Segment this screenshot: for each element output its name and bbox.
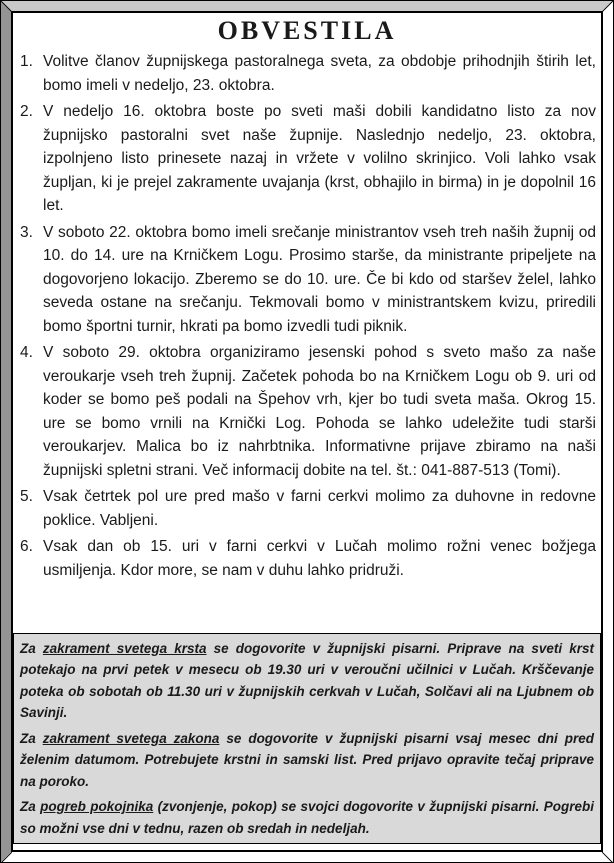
- page-title: OBVESTILA: [217, 16, 397, 45]
- item-number: 5.: [20, 488, 33, 505]
- announcement-item: [18, 221, 596, 339]
- info-text: se dogovorite v župnijski pisarni vsaj mesec dni pred želenim datumom. Potrebujete krstni in samski list. Pred prijavo opravite tečaj priprave na poroko.: [20, 730, 594, 789]
- bevel-border: [1, 1, 613, 862]
- info-prefix: Za: [20, 799, 41, 814]
- announcement-item: [18, 341, 596, 482]
- item-number: 2.: [20, 103, 33, 120]
- announcement-item: [18, 485, 596, 532]
- underlined-term-funeral: pogreb pokojnika: [40, 799, 154, 814]
- info-text: (zvonjenje, pokop) se svojci dogovorite v župnijski pisarni. Pogrebi so možni vse dni v tednu, razen ob sredah in nedeljah.: [20, 799, 594, 836]
- announcements-list: [18, 50, 596, 585]
- frame-miter-bottom-left: [1, 851, 12, 862]
- info-paragraph-baptism: [20, 638, 594, 724]
- bulletin-content: [11, 11, 603, 852]
- info-paragraph-marriage: [20, 728, 594, 793]
- frame-miter-top-right: [602, 0, 613, 11]
- item-number: 4.: [20, 344, 33, 361]
- frame-miter-bottom-right: [602, 851, 613, 862]
- item-text: Vsak četrtek pol ure pred mašo v farni cerkvi molimo za duhovne in redovne poklice. Vabljeni.: [43, 488, 596, 529]
- item-number: 3.: [20, 223, 33, 241]
- announcement-item: [18, 535, 596, 582]
- info-paragraph-funeral: [20, 796, 594, 839]
- item-text: V soboto 22. oktobra bomo imeli srečanje ministrantov vseh treh naših župnij od 10. do 14. ure na Krničkem Logu. Prosimo starše, da ministrante pripeljete na dogovorjeno lokacijo. Zberemo se do 10. ure. Če bi kdo od staršev želel, lahko seveda ostane na srečanju. Tekmovali bomo v ministrantskem kvizu, priredili bomo športni turnir, hkrati pa bomo izvedli tudi piknik.: [43, 223, 596, 335]
- frame-miter-top-left: [1, 0, 12, 11]
- info-prefix: Za: [20, 640, 43, 656]
- item-text: V soboto 29. oktobra organiziramo jesenski pohod s sveto mašo za naše veroukarje vseh treh župnij. Začetek pohoda bo na Krničkem Logu ob 9. uri od koder se bomo peš podali na Špehov vrh, kjer bo tudi sveta maša. Okrog 15. ure se bomo vrnili na Krnički Log. Pohoda se lahko udeležite tudi starši veroukarjev. Malica bo iz nahrbtnika. Informativne prijave zbiramo na naši župnijski spletni strani. Več informacij dobite na tel. št.: 041-887-513 (Tomi).: [43, 344, 596, 479]
- item-text: Volitve članov župnijskega pastoralnega sveta, za obdobje prihodnjih štirih let, bomo imeli v nedeljo, 23. oktobra.: [43, 53, 596, 94]
- item-number: 6.: [20, 538, 33, 555]
- sacraments-info-box: [13, 633, 601, 845]
- info-text: se dogovorite v župnijski pisarni. Priprave na sveti krst potekajo na prvi petek v mesecu ob 19.30 uri v veroučni učilnici v Lučah. Krščevanje poteka ob sobotah ob 11.30 uri v župnijskih cerkvah v Lučah, Solčavi ali na Ljubnem ob Savinji.: [20, 640, 594, 720]
- underlined-term-marriage: zakrament svetega zakona: [42, 730, 220, 746]
- item-number: 1.: [20, 53, 33, 70]
- announcement-item: [18, 50, 596, 97]
- info-prefix: Za: [20, 730, 43, 746]
- announcement-item: [18, 100, 596, 218]
- item-text: Vsak dan ob 15. uri v farni cerkvi v Lučah molimo rožni venec božjega usmiljenja. Kdor more, se nam v duhu lahko pridruži.: [43, 538, 596, 579]
- item-text: V nedeljo 16. oktobra boste po sveti maši dobili kandidatno listo za nov župnijsko pastoralni svet naše župnije. Naslednjo nedeljo, 23. oktobra, izpolnjeno listo prinesete nazaj in vržete v volilno skrinjico. Voli lahko vsak župljan, ki je prejel zakramente uvajanja (krst, obhajilo in birma) in je dopolnil 16 let.: [43, 103, 596, 214]
- underlined-term-baptism: zakrament svetega krsta: [42, 640, 207, 656]
